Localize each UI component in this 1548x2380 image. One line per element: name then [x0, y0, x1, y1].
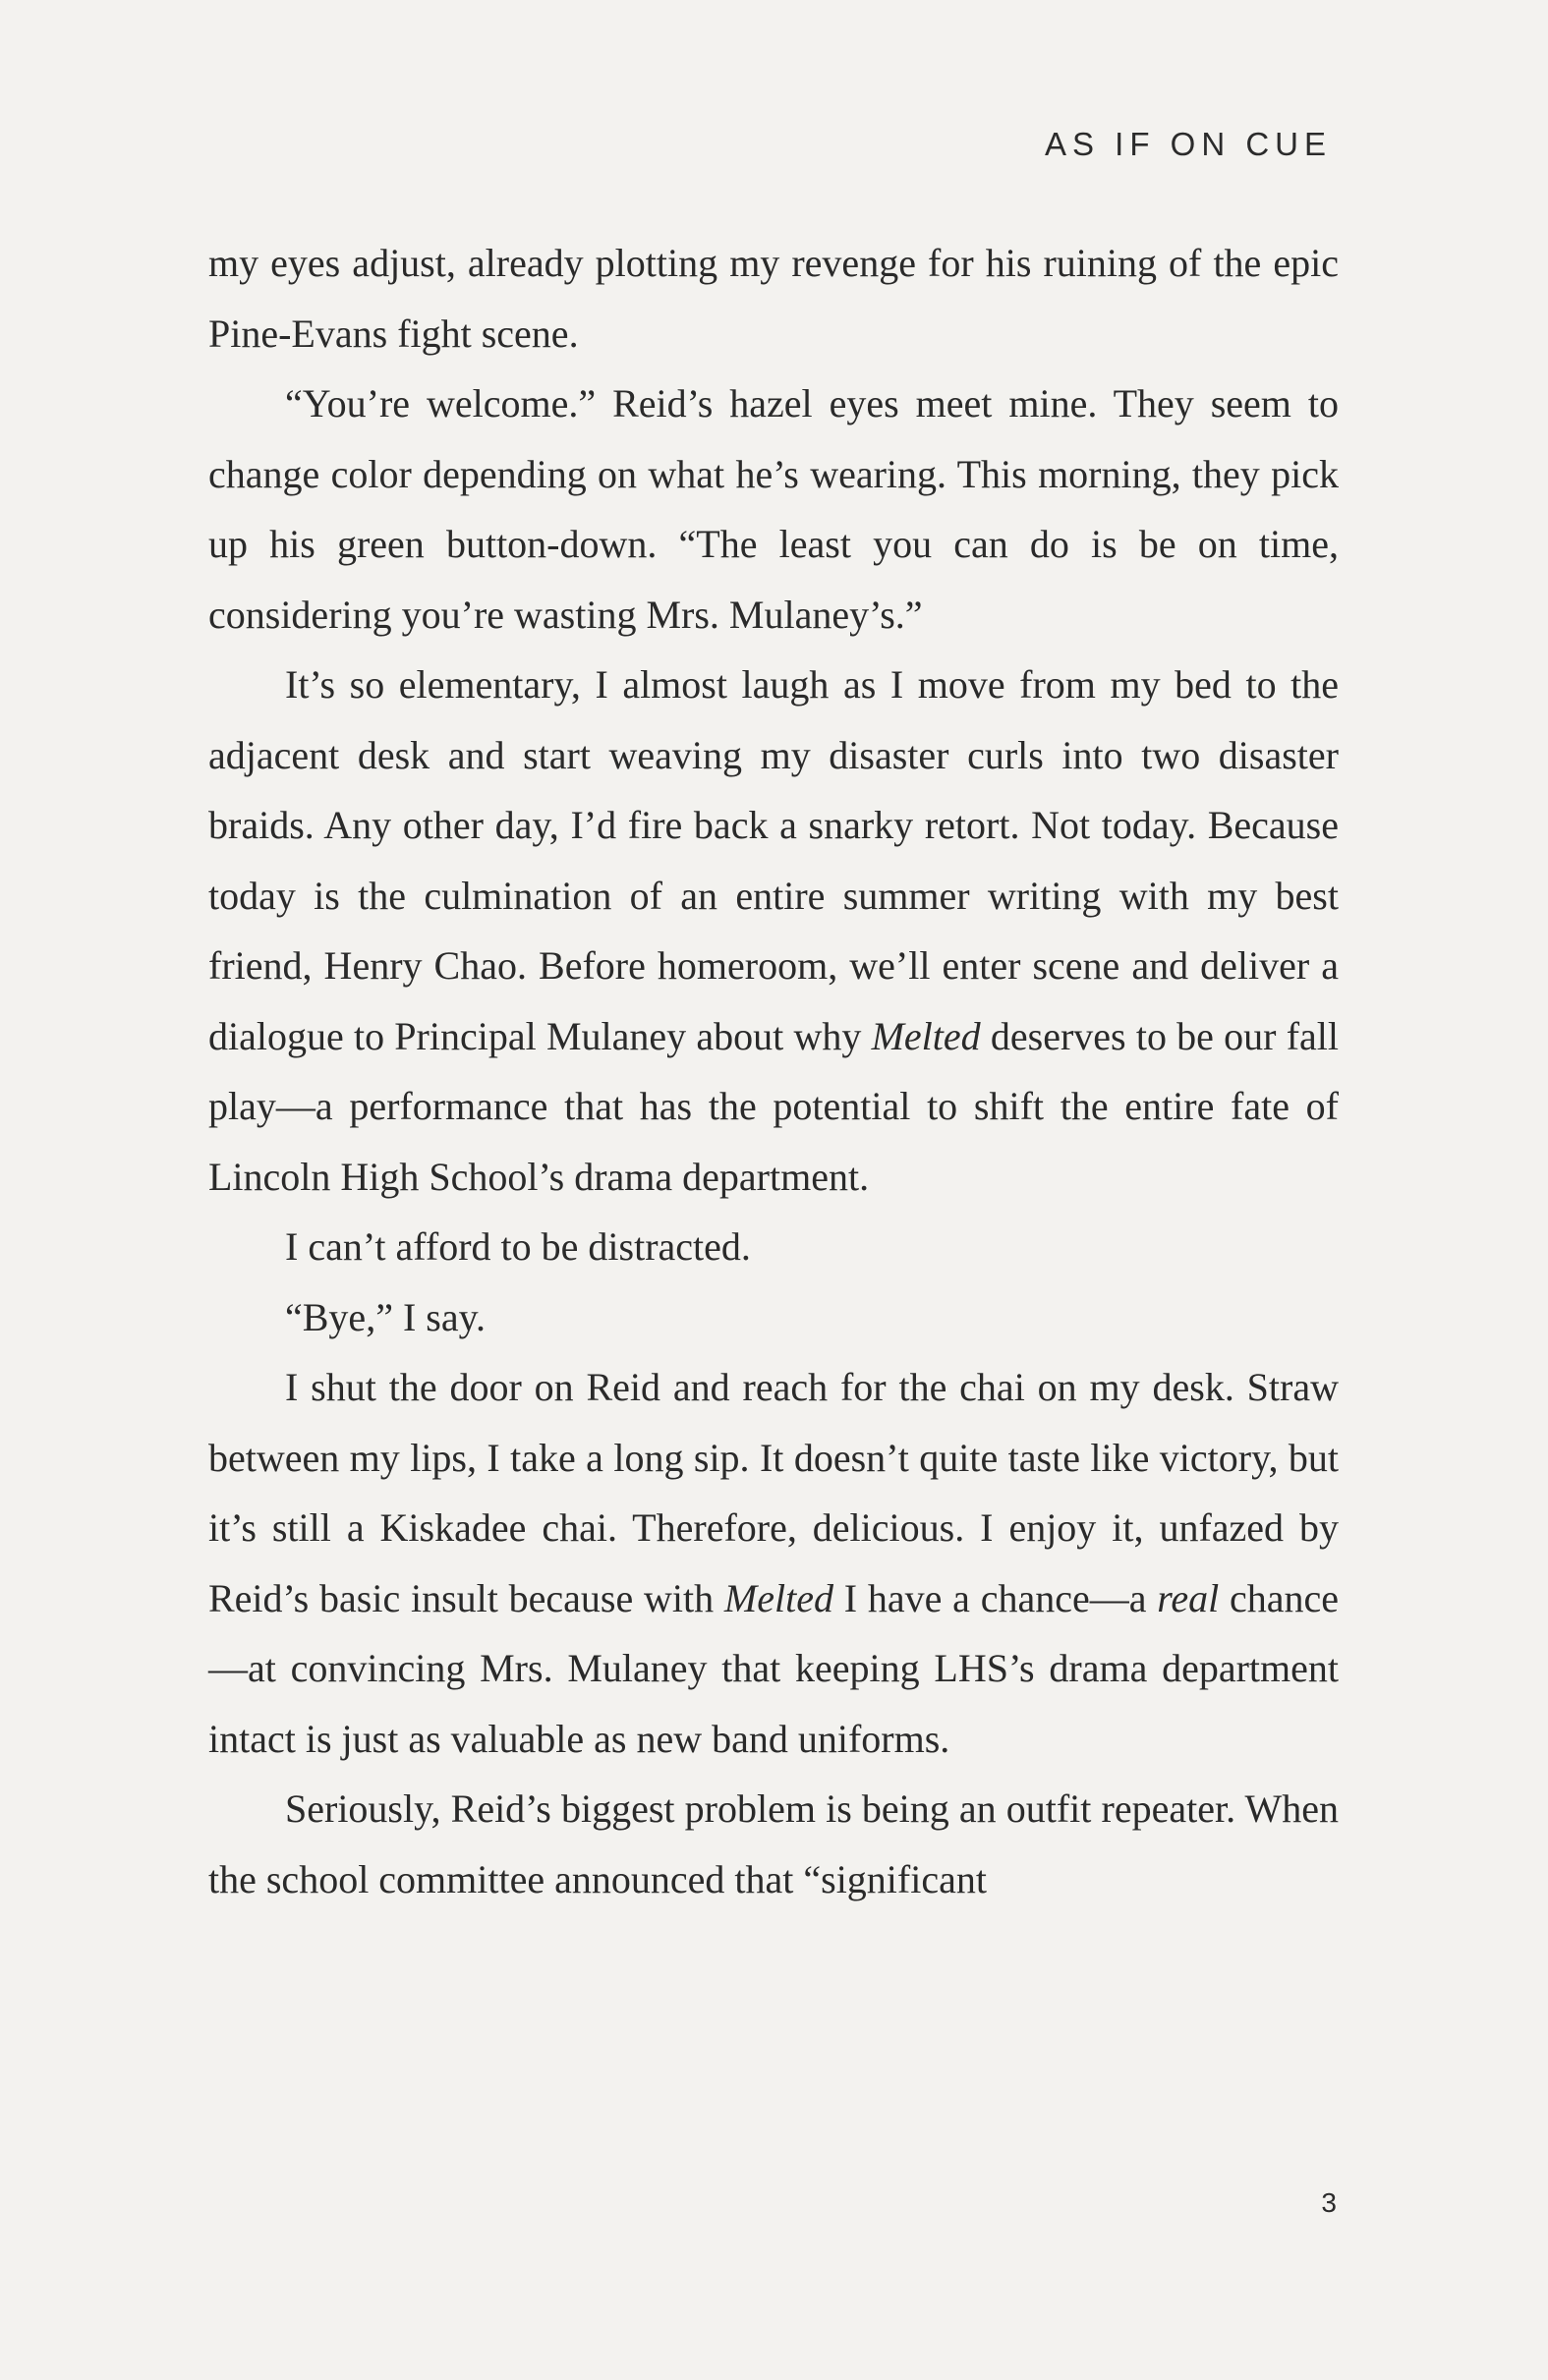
paragraph: [208, 650, 1339, 1212]
italic-text: real: [1157, 1575, 1220, 1620]
paragraph: [208, 1774, 1339, 1914]
paragraph: [208, 1282, 1339, 1353]
page-number: 3: [1321, 2187, 1337, 2218]
text-segment: deserves to be our fall play—a performance that has the potential to shift the entire fate of Lincoln High School’s drama department.: [208, 1013, 1340, 1199]
text-segment: “You’re welcome.” Reid’s hazel eyes meet mine. They seem to change color depending on what he’s wearing. This morning, they pick up his green button-down. “The least you can do is be on time, considering you’re wasting Mrs. Mulaney’s.”: [208, 381, 1339, 637]
text-segment: I shut the door on Reid and reach for the chai on my desk. Straw between my lips, I take a long sip. It doesn’t quite taste like victory, but it’s still a Kiskadee chai. Therefore, delicious. I enjoy it, unfazed by Reid’s basic insult because with: [208, 1365, 1339, 1620]
text-segment: I can’t afford to be distracted.: [285, 1224, 751, 1269]
paragraph: [208, 1212, 1339, 1282]
text-segment: It’s so elementary, I almost laugh as I move from my bed to the adjacent desk and start weaving my disaster curls into two disaster braids. Any other day, I’d fire back a snarky retort. Not today. Because today is the culmination of an entire summer writing with my best friend, Henry Chao. Before homeroom, we’ll enter scene and deliver a dialogue to Principal Mulaney about why: [208, 662, 1339, 1058]
body-text: [208, 228, 1339, 1914]
text-segment: “Bye,” I say.: [285, 1294, 486, 1339]
text-segment: I have a chance—a: [832, 1575, 1158, 1620]
paragraph: [208, 228, 1339, 368]
paragraph: [208, 1352, 1339, 1774]
paragraph: [208, 368, 1339, 650]
italic-text: Melted: [723, 1575, 833, 1620]
text-segment: Seriously, Reid’s biggest problem is being an outfit repeater. When the school committee announced that “significant: [208, 1786, 1339, 1901]
italic-text: Melted: [871, 1013, 981, 1058]
running-head: AS IF ON CUE: [1044, 126, 1332, 162]
text-segment: my eyes adjust, already plotting my revenge for his ruining of the epic Pine-Evans fight scene.: [208, 241, 1339, 356]
text-segment: chance—at convincing Mrs. Mulaney that keeping LHS’s drama department intact is just as valuable as new band uniforms.: [208, 1575, 1339, 1761]
